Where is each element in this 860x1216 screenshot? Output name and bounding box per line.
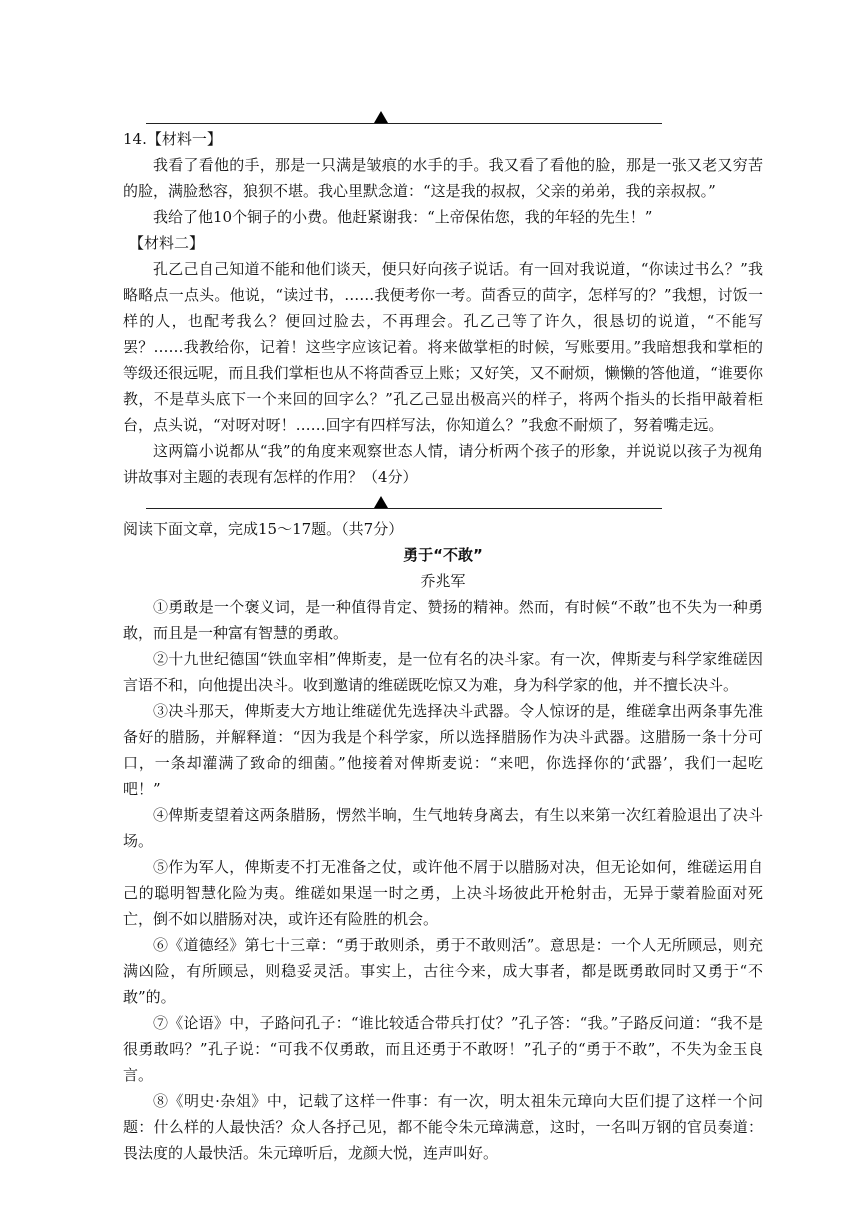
article-paragraph-4: ④俾斯麦望着这两条腊肠，愣然半晌，生气地转身离去，有生以来第一次红着脸退出了决斗场。 <box>123 806 763 850</box>
material-two-label: 【材料二】 <box>129 234 205 252</box>
question-14-label: 14.【材料一】 <box>123 130 222 148</box>
article-author: 乔兆军 <box>420 572 466 590</box>
article-paragraph-8: ⑧《明史·杂俎》中，记载了这样一件事：有一次，明太祖朱元璋向大臣们提了这样一个问题：什么样的人最快活？众人各抒己见，都不能令朱元璋满意，这时，一名叫万钢的官员奏道：畏法度的人最快活。朱元璋听后，龙颜大悦，连声叫好。 <box>123 1092 763 1162</box>
answer-line-top <box>146 123 662 124</box>
answer-line-bottom <box>146 508 662 509</box>
section-instruction: 阅读下面文章，完成15～17题。（共7分） <box>123 520 404 538</box>
article-paragraph-2: ②十九世纪德国“铁血宰相”俾斯麦，是一位有名的决斗家。有一次，俾斯麦与科学家维磋因言语不和，向他提出决斗。收到邀请的维磋既吃惊又为难，身为科学家的他，并不擅长决斗。 <box>123 650 763 694</box>
triangle-marker-icon <box>374 496 388 508</box>
article-paragraph-6: ⑥《道德经》第七十三章：“勇于敢则杀，勇于不敢则活”。意思是：一个人无所顾忌，则充满凶险，有所顾忌，则稳妥灵活。事实上，古往今来，成大事者，都是既勇敢同时又勇于“不敢”的。 <box>123 936 763 1006</box>
article-paragraph-5: ⑤作为军人，俾斯麦不打无准备之仗，或许他不屑于以腊肠对决，但无论如何，维磋运用自己的聪明智慧化险为夷。维磋如果逞一时之勇，上决斗场彼此开枪射击，无异于蒙着脸面对死亡，倒不如以腊肠对决，或许还有险胜的机会。 <box>123 858 763 928</box>
exam-content <box>123 126 763 1166</box>
article-title: 勇于“不敢” <box>403 546 483 564</box>
triangle-marker-icon <box>374 111 388 123</box>
question-14-prompt: 这两篇小说都从“我”的角度来观察世态人情，请分析两个孩子的形象，并说说以孩子为视角讲故事对主题的表现有怎样的作用？（4分） <box>123 442 763 486</box>
material-two-paragraph: 孔乙己自己知道不能和他们谈天，便只好向孩子说话。有一回对我说道，“你读过书么？”我略略点一点头。他说，“读过书，……我便考你一考。茴香豆的茴字，怎样写的？”我想，讨饭一样的人，也配考我么？便回过脸去，不再理会。孔乙己等了许久，很恳切的说道，“不能写罢？……我教给你，记着！这些字应该记着。将来做掌柜的时候，写账要用。”我暗想我和掌柜的等级还很远呢，而且我们掌柜也从不将茴香豆上账；又好笑，又不耐烦，懒懒的答他道，“谁要你教，不是草头底下一个来回的回字么？”孔乙己显出极高兴的样子，将两个指头的长指甲敲着柜台，点头说，“对呀对呀！……回字有四样写法，你知道么？”我愈不耐烦了，努着嘴走远。 <box>123 260 763 434</box>
article-paragraph-7: ⑦《论语》中，子路问孔子：“谁比较适合带兵打仗？”孔子答：“我。”子路反问道：“我不是很勇敢吗？”孔子说：“可我不仅勇敢，而且还勇于不敢呀！”孔子的“勇于不敢”，不失为金玉良言。 <box>123 1014 763 1084</box>
material-one-paragraph-2: 我给了他10个铜子的小费。他赶紧谢我：“上帝保佑您，我的年轻的先生！” <box>153 208 653 226</box>
material-one-paragraph-1: 我看了看他的手，那是一只满是皱痕的水手的手。我又看了看他的脸，那是一张又老又穷苦的脸，满脸愁容，狼狈不堪。我心里默念道：“这是我的叔叔，父亲的弟弟，我的亲叔叔。” <box>123 156 763 200</box>
article-paragraph-1: ①勇敢是一个褒义词，是一种值得肯定、赞扬的精神。然而，有时候“不敢”也不失为一种勇敢，而且是一种富有智慧的勇敢。 <box>123 598 763 642</box>
article-paragraph-3: ③决斗那天，俾斯麦大方地让维磋优先选择决斗武器。令人惊讶的是，维磋拿出两条事先准备好的腊肠，并解释道：“因为我是个科学家，所以选择腊肠作为决斗武器。这腊肠一条十分可口，一条却灌满了致命的细菌。”他接着对俾斯麦说：“来吧，你选择你的‘武器’，我们一起吃吧！” <box>123 702 763 798</box>
answer-space <box>123 490 763 516</box>
